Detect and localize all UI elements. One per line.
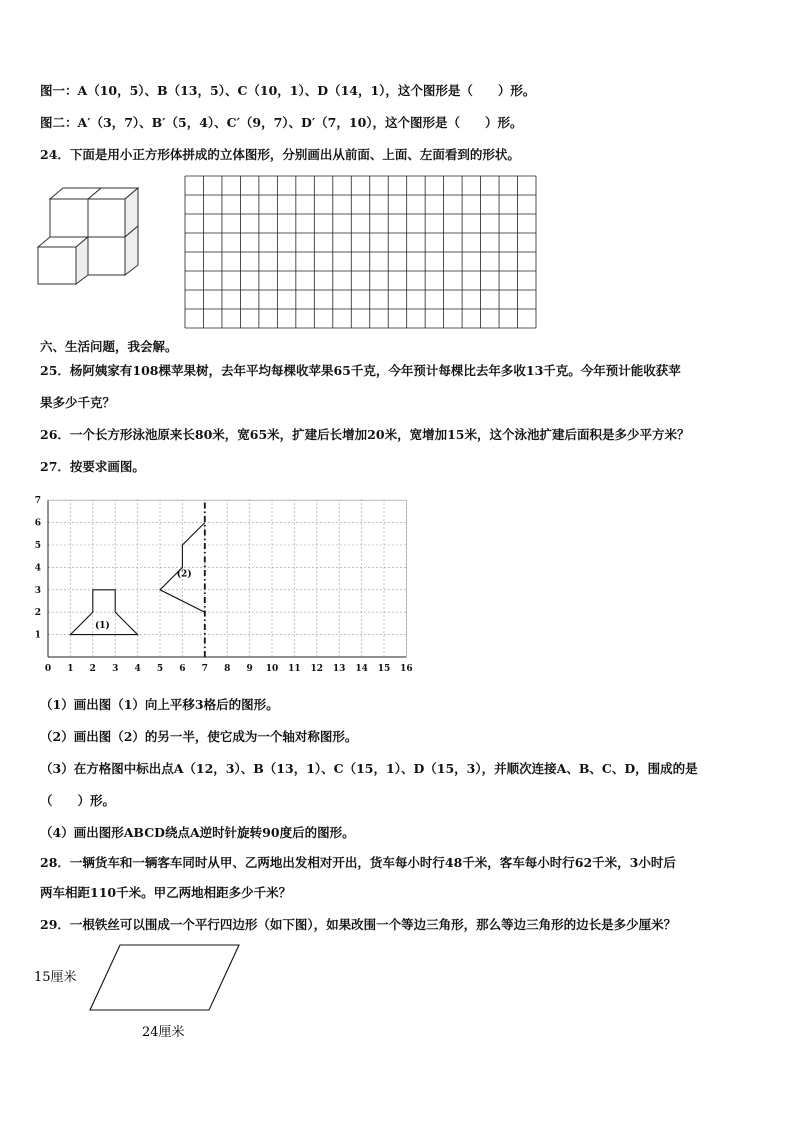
y-tick-label: 7 [34,496,41,507]
question-27-part3-line2: （ ）形。 [40,793,116,808]
cube-front-face [38,247,76,284]
side-length-label: 15厘米 [34,970,77,985]
cube-front-face [88,237,125,275]
base-length-label: 24厘米 [142,1025,185,1040]
shape-2-label: (2) [176,569,192,580]
x-tick-label: 15 [377,664,391,674]
x-tick-label: 3 [112,664,119,674]
parallelogram-shape [90,945,239,1010]
x-tick-label: 1 [67,664,74,674]
question-27-part4: （4）画出图形ABCD绕点A逆时针旋转90度后的图形。 [40,825,355,840]
x-tick-label: 11 [288,664,301,674]
y-tick-label: 1 [34,630,41,641]
question-29: 29．一根铁丝可以围成一个平行四边形（如下图），如果改围一个等边三角形，那么等边三角形的边长是多少厘米？ [40,917,677,932]
question-25-line1: 25．杨阿姨家有108棵苹果树，去年平均每棵收苹果65千克，今年预计每棵比去年多收13千克。今年预计能收获苹 [40,363,681,378]
x-tick-label: 10 [265,664,279,674]
x-tick-label: 16 [400,664,413,674]
x-tick-label: 4 [134,664,141,674]
x-tick-label: 13 [332,664,346,674]
question-27-part2: （2）画出图（2）的另一半，使它成为一个轴对称图形。 [40,729,358,744]
cube-front-face [50,199,88,237]
question-27: 27．按要求画图。 [40,459,145,474]
x-tick-label: 12 [310,664,324,674]
blank-square-grid[interactable] [185,176,536,328]
question-28-line1: 28．一辆货车和一辆客车同时从甲、乙两地出发相对开出，货车每小时行48千米，客车每小时行62千米，3小时后 [40,855,676,870]
shape-1-label: (1) [95,620,110,631]
coordinate-grid-figure[interactable] [36,492,426,680]
x-tick-label: 14 [355,664,368,674]
y-tick-label: 2 [34,608,41,619]
x-tick-label: 9 [246,664,253,674]
question-line-figure2: 图二：A′（3，7）、B′（5，4）、C′（9，7）、D′（7，10），这个图形是（ ）形。 [40,115,523,130]
question-24: 24．下面是用小正方形体拼成的立体图形，分别画出从前面、上面、左面看到的形状。 [40,147,520,162]
y-tick-label: 5 [34,541,41,551]
cube-solid-figure [38,188,140,284]
x-tick-label: 0 [44,664,52,674]
y-tick-label: 3 [34,585,41,596]
y-tick-label: 4 [34,563,41,574]
cube-front-face [88,199,125,237]
section-6-heading: 六、生活问题，我会解。 [40,339,178,354]
question-26: 26．一个长方形泳池原来长80米，宽65米，扩建后长增加20米，宽增加15米，这个泳池扩建后面积是多少平方米？ [40,427,690,442]
question-28-line2: 两车相距110千米。甲乙两地相距多少千米？ [40,885,292,900]
question-27-part1: （1）画出图（1）向上平移3格后的图形。 [40,697,279,712]
x-tick-label: 2 [89,664,96,674]
x-tick-label: 8 [224,664,231,674]
y-tick-label: 6 [34,518,41,529]
question-25-line2: 果多少千克？ [40,395,116,410]
x-tick-label: 5 [156,664,164,674]
x-tick-label: 6 [179,664,186,674]
question-line-figure1: 图一：A（10，5）、B（13，5）、C（10，1）、D（14，1），这个图形是（ ）形。 [40,83,536,98]
x-tick-label: 7 [201,664,208,674]
parallelogram-figure [30,938,260,1048]
question-27-part3-line1: （3）在方格图中标出点A（12，3）、B（13，1）、C（15，1）、D（15，3），并顺次连接A、B、C、D，围成的是 [40,761,698,776]
